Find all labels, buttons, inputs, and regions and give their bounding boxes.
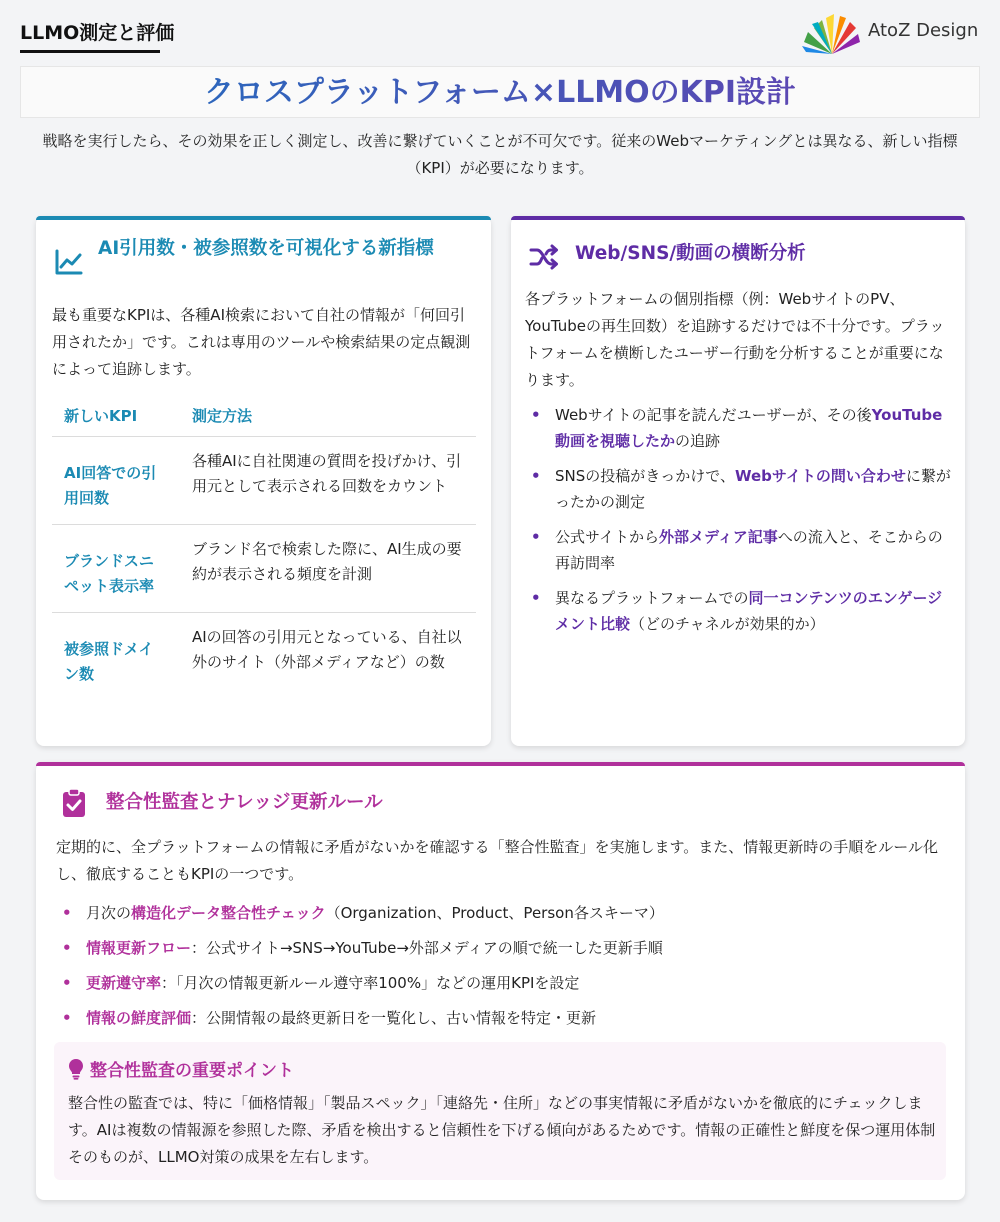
- table-row: [52, 436, 476, 524]
- intro-text: 戦略を実行したら、その効果を正しく測定し、改善に繋げていくことが不可欠です。従来のWebマーケティングとは異なる、新しい指標（KPI）が必要になります。: [42, 132, 958, 177]
- key-point-title: 整合性監査の重要ポイント: [90, 1061, 294, 1081]
- card-title: Web/SNS/動画の横断分析: [575, 243, 806, 264]
- list-item: • SNSの投稿がきっかけで、Webサイトの問い合わせに繋がったかの測定: [531, 467, 951, 511]
- shuffle-icon: [529, 244, 559, 270]
- table-header-kpi: 新しいKPI: [52, 396, 180, 436]
- kpi-name: 被参照ドメイン数: [64, 639, 154, 683]
- kpi-table: [52, 396, 476, 700]
- card-body: 定期的に、全プラットフォームの情報に矛盾がないかを確認する「整合性監査」を実施します。また、情報更新時の手順をルール化し、徹底することもKPIの一つです。: [56, 838, 939, 883]
- card-cross-analysis: [511, 216, 965, 746]
- audit-rules-list: [56, 900, 946, 1040]
- table-row: [52, 524, 476, 612]
- kpi-method: ブランド名で検索した際に、AI生成の要約が表示される頻度を計測: [180, 524, 476, 612]
- card-title: 整合性監査とナレッジ更新ルール: [106, 792, 383, 813]
- list-item: • 更新遵守率：「月次の情報更新ルール遵守率100%」などの運用KPIを設定: [62, 974, 580, 992]
- lightbulb-icon: [68, 1058, 84, 1080]
- card-title: AI引用数・被参照数を可視化する新指標: [98, 238, 434, 259]
- card-body: 最も重要なKPIは、各種AI検索において自社の情報が「何回引用されたか」です。これは専用のツールや検索結果の定点観測によって追跡します。: [52, 306, 471, 378]
- key-point-box: [54, 1042, 946, 1180]
- chart-line-icon: [54, 248, 84, 276]
- card-accent-bar: [36, 762, 965, 766]
- page-header: [0, 0, 1000, 62]
- list-item: • 異なるプラットフォームでの同一コンテンツのエンゲージメント比較（どのチャネルが効果的か）: [531, 589, 943, 633]
- list-item: • 月次の構造化データ整合性チェック（Organization、Product、Person各スキーマ）: [62, 904, 664, 922]
- title-banner: [20, 66, 980, 118]
- kpi-method: AIの回答の引用元となっている、自社以外のサイト（外部メディアなど）の数: [192, 627, 462, 671]
- list-item: • 公式サイトから外部メディア記事への流入と、そこからの再訪問率: [531, 528, 943, 572]
- kpi-method: 各種AIに自社関連の質問を投げかけ、引用元として表示される回数をカウント: [180, 436, 476, 524]
- section-title-underline: [20, 50, 160, 53]
- list-item: • Webサイトの記事を読んだユーザーが、その後YouTube動画を視聴したかの追跡: [531, 406, 943, 450]
- kpi-name: AI回答での引用回数: [52, 436, 180, 524]
- cross-analysis-list: [525, 402, 953, 646]
- section-title: LLMO測定と評価: [20, 22, 175, 44]
- table-header-row: [52, 396, 476, 436]
- kpi-name: ブランドスニペット表示率: [52, 524, 180, 612]
- table-row: [52, 612, 476, 700]
- card-accent-bar: [36, 216, 491, 220]
- card-ai-citation: [36, 216, 491, 746]
- card-accent-bar: [511, 216, 965, 220]
- list-item: • 情報更新フロー：公式サイト→SNS→YouTube→外部メディアの順で統一した更新手順: [62, 939, 663, 957]
- table-header-method: 測定方法: [180, 396, 476, 436]
- card-body: 各プラットフォームの個別指標（例：WebサイトのPV、YouTubeの再生回数）を追跡するだけでは不十分です。プラットフォームを横断したユーザー行動を分析することが重要になります。: [525, 290, 945, 389]
- list-item: • 情報の鮮度評価：公開情報の最終更新日を一覧化し、古い情報を特定・更新: [62, 1009, 597, 1027]
- card-consistency-audit: [36, 762, 965, 1200]
- logo-text: AtoZ Design: [868, 20, 979, 41]
- page-title: クロスプラットフォーム×LLMOのKPI設計: [21, 67, 979, 119]
- clipboard-check-icon: [62, 788, 86, 818]
- key-point-text: 整合性の監査では、特に「価格情報」「製品スペック」「連絡先・住所」などの事実情報に矛盾がないかを徹底的にチェックします。AIは複数の情報源を参照した際、矛盾を検出すると信頼性を下げる傾向があるためです。情報の正確性と鮮度を保つ運用体制そのものが、LLMO対策の成果を左右します。: [68, 1094, 936, 1166]
